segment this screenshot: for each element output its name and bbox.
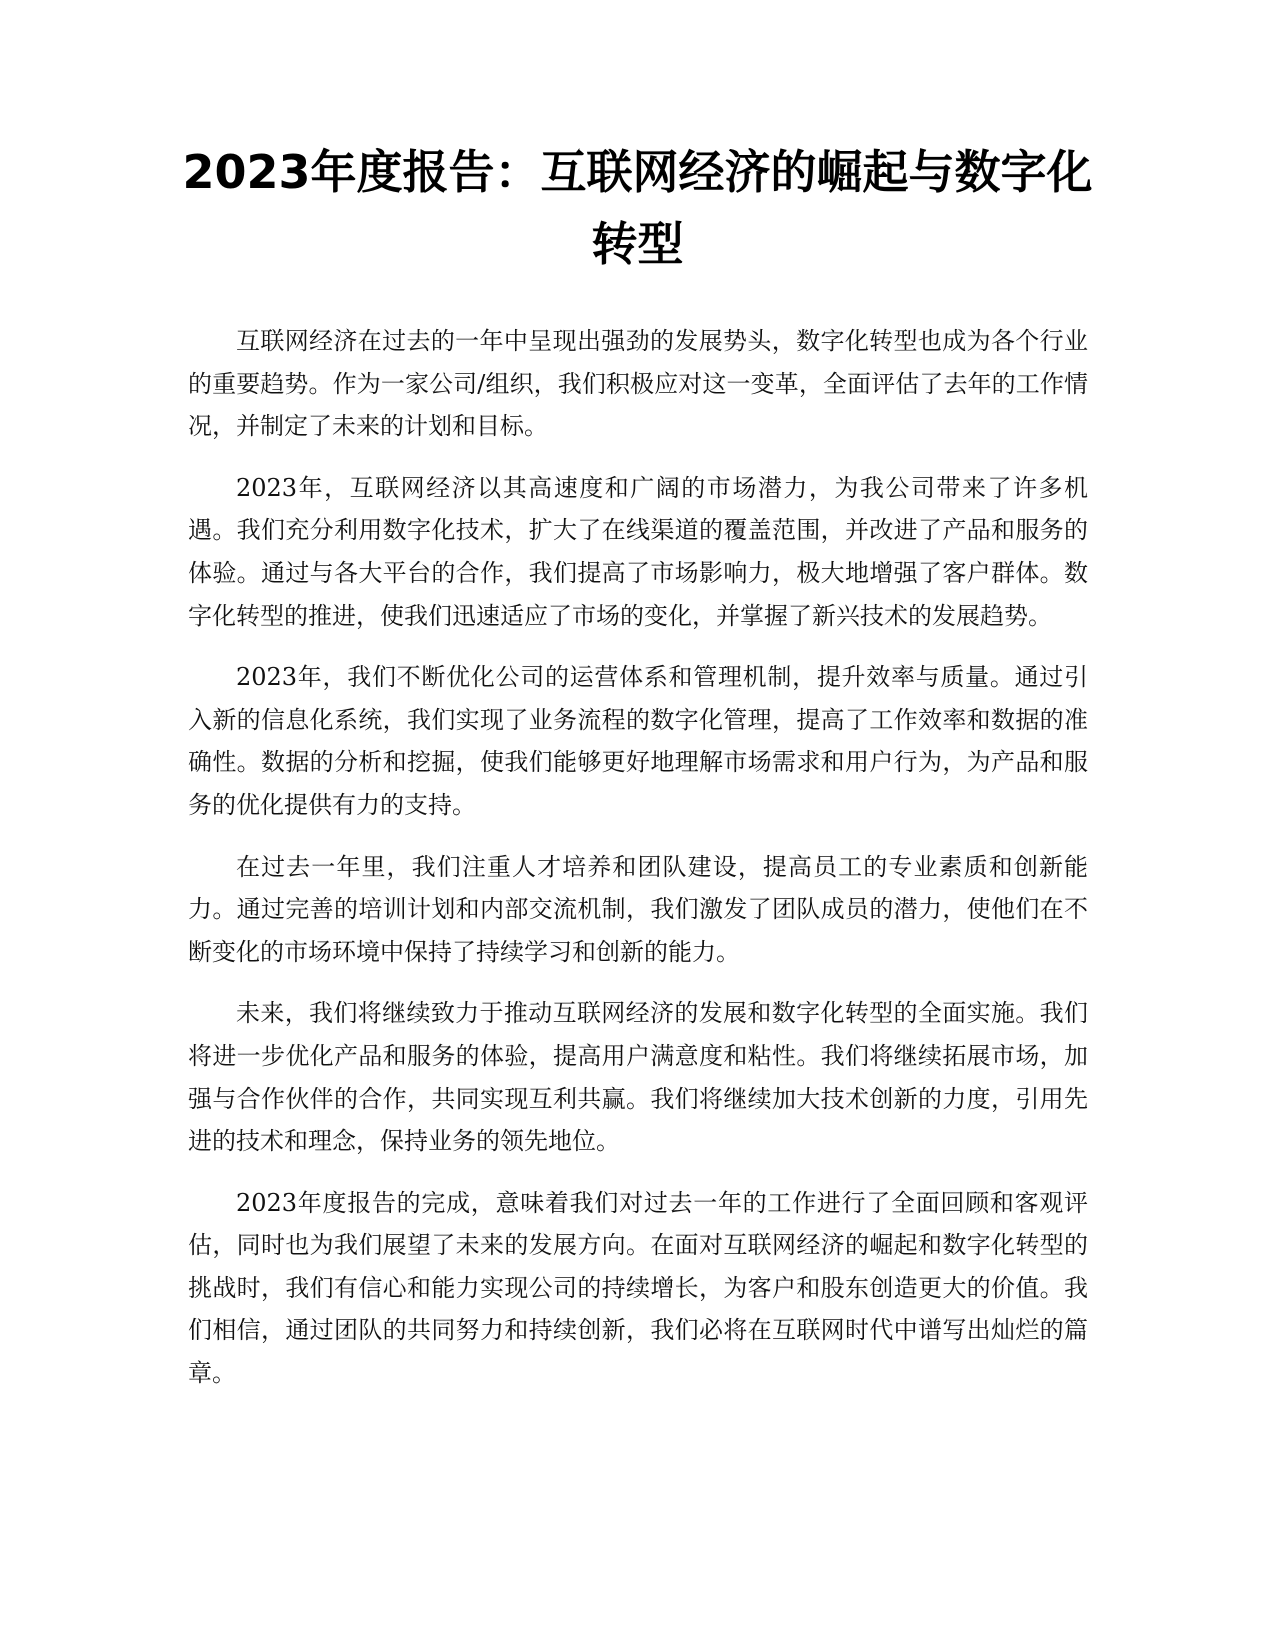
document-body	[188, 320, 1088, 1414]
paragraph-2: 2023年，互联网经济以其高速度和广阔的市场潜力，为我公司带来了许多机遇。我们充分利用数字化技术，扩大了在线渠道的覆盖范围，并改进了产品和服务的体验。通过与各大平台的合作，我们提高了市场影响力，极大地增强了客户群体。数字化转型的推进，使我们迅速适应了市场的变化，并掌握了新兴技术的发展趋势。	[188, 473, 1088, 630]
paragraph-4: 在过去一年里，我们注重人才培养和团队建设，提高员工的专业素质和创新能力。通过完善的培训计划和内部交流机制，我们激发了团队成员的潜力，使他们在不断变化的市场环境中保持了持续学习和创新的能力。	[188, 852, 1088, 966]
paragraph-5: 未来，我们将继续致力于推动互联网经济的发展和数字化转型的全面实施。我们将进一步优化产品和服务的体验，提高用户满意度和粘性。我们将继续拓展市场，加强与合作伙伴的合作，共同实现互利共赢。我们将继续加大技术创新的力度，引用先进的技术和理念，保持业务的领先地位。	[188, 999, 1088, 1156]
paragraph-3: 2023年，我们不断优化公司的运营体系和管理机制，提升效率与质量。通过引入新的信息化系统，我们实现了业务流程的数字化管理，提高了工作效率和数据的准确性。数据的分析和挖掘，使我们能够更好地理解市场需求和用户行为，为产品和服务的优化提供有力的支持。	[188, 663, 1088, 819]
paragraph-1: 互联网经济在过去的一年中呈现出强劲的发展势头，数字化转型也成为各个行业的重要趋势。作为一家公司/组织，我们积极应对这一变革，全面评估了去年的工作情况，并制定了未来的计划和目标。	[188, 327, 1088, 441]
document-title: 2023年度报告：互联网经济的崛起与数字化转型	[182, 145, 1093, 271]
paragraph-6: 2023年度报告的完成，意味着我们对过去一年的工作进行了全面回顾和客观评估，同时也为我们展望了未来的发展方向。在面对互联网经济的崛起和数字化转型的挑战时，我们有信心和能力实现公司的持续增长，为客户和股东创造更大的价值。我们相信，通过团队的共同努力和持续创新，我们必将在互联网时代中谱写出灿烂的篇章。	[188, 1188, 1088, 1388]
